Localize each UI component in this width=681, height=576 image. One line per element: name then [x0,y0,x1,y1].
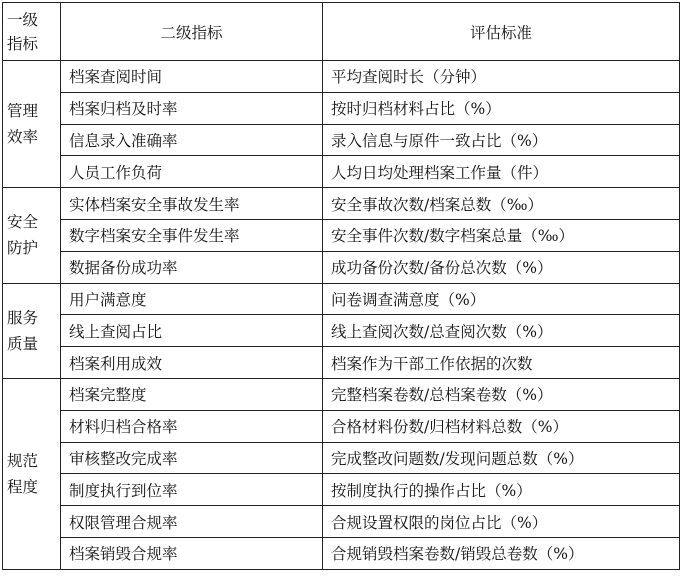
category-cell [3,283,61,378]
criteria-cell: 录入信息与原件一致占比（%） [323,124,680,156]
indicator-cell: 数据备份成功率 [61,251,323,283]
table-row [3,124,680,156]
table-body [3,61,680,570]
criteria-cell: 档案作为干部工作依据的次数 [323,347,680,379]
table-row [3,506,680,538]
table-row [3,474,680,506]
criteria-cell: 按时归档材料占比（%） [323,92,680,124]
category-label-line2: 程度 [7,477,39,496]
category-cell [3,378,61,569]
indicator-cell: 人员工作负荷 [61,156,323,188]
table-row [3,156,680,188]
table-row [3,219,680,251]
indicator-cell: 档案完整度 [61,378,323,410]
indicator-cell: 线上查阅占比 [61,315,323,347]
criteria-cell: 合规设置权限的岗位占比（%） [323,506,680,538]
indicator-cell: 用户满意度 [61,283,323,315]
indicator-cell: 档案查阅时间 [61,61,323,93]
criteria-cell: 平均查阅时长（分钟） [323,61,680,93]
header-level1 [3,3,61,61]
category-label-line1: 管理 [7,102,39,121]
table-row [3,410,680,442]
criteria-cell: 成功备份次数/备份总次数（%） [323,251,680,283]
indicator-cell: 实体档案安全事故发生率 [61,188,323,220]
table-header [3,3,680,61]
table-row [3,378,680,410]
criteria-cell: 完整档案卷数/总档案卷数（%） [323,378,680,410]
table-row [3,283,680,315]
table-row [3,537,680,569]
header-row [3,3,680,61]
category-label-line1: 规范 [7,451,39,470]
category-cell [3,188,61,283]
indicator-cell: 权限管理合规率 [61,506,323,538]
indicator-cell: 信息录入准确率 [61,124,323,156]
criteria-cell: 按制度执行的操作占比（%） [323,474,680,506]
table-row [3,188,680,220]
header-level1-line2: 指标 [7,34,39,53]
indicator-cell: 审核整改完成率 [61,442,323,474]
criteria-cell: 人均日均处理档案工作量（件） [323,156,680,188]
table-row [3,442,680,474]
table-row [3,315,680,347]
table-row [3,251,680,283]
category-label-line2: 质量 [7,334,39,353]
indicator-cell: 档案利用成效 [61,347,323,379]
header-level1-line1: 一级 [7,10,39,29]
table-row [3,61,680,93]
header-criteria: 评估标准 [323,3,680,61]
indicator-cell: 材料归档合格率 [61,410,323,442]
indicator-cell: 数字档案安全事件发生率 [61,219,323,251]
category-label-line2: 防护 [7,239,39,258]
category-label-line1: 安全 [7,213,39,232]
criteria-cell: 合规销毁档案卷数/销毁总卷数（%） [323,537,680,569]
indicator-cell: 档案归档及时率 [61,92,323,124]
indicator-cell: 制度执行到位率 [61,474,323,506]
table-row [3,92,680,124]
criteria-cell: 合格材料份数/归档材料总数（%） [323,410,680,442]
criteria-cell: 线上查阅次数/总查阅次数（%） [323,315,680,347]
category-cell [3,61,61,188]
indicator-table [2,2,680,570]
criteria-cell: 安全事故次数/档案总数（‰） [323,188,680,220]
indicator-cell: 档案销毁合规率 [61,537,323,569]
table-row [3,347,680,379]
criteria-cell: 完成整改问题数/发现问题总数（%） [323,442,680,474]
criteria-cell: 安全事件次数/数字档案总量（‰） [323,219,680,251]
category-label-line2: 效率 [7,128,39,147]
header-level2: 二级指标 [61,3,323,61]
criteria-cell: 问卷调查满意度（%） [323,283,680,315]
category-label-line1: 服务 [7,308,39,327]
